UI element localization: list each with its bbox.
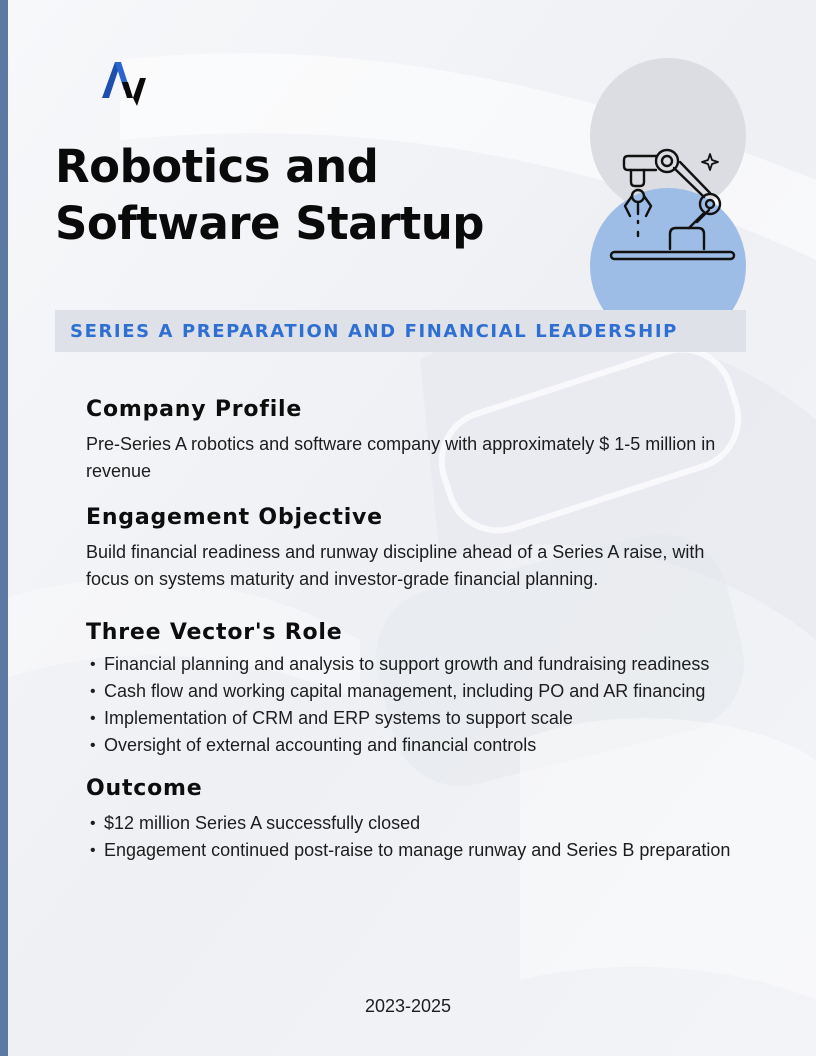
section-banner	[55, 310, 746, 352]
banner-text: SERIES A PREPARATION AND FINANCIAL LEADERSHIP	[70, 320, 678, 342]
outcome-section	[86, 773, 746, 864]
three-vector-logo-icon	[100, 60, 148, 108]
list-item: • $12 million Series A successfully closed	[86, 810, 746, 837]
role-heading: Three Vector's Role	[86, 620, 343, 645]
page-title	[55, 138, 484, 252]
engagement-objective-section	[86, 502, 746, 593]
role-section	[86, 617, 746, 759]
list-item: • Implementation of CRM and ERP systems to support scale	[86, 705, 746, 732]
company-profile-section	[86, 394, 746, 485]
left-accent-bar	[0, 0, 8, 1056]
list-item: • Engagement continued post-raise to manage runway and Series B preparation	[86, 837, 746, 864]
robotic-arm-icon	[588, 56, 750, 312]
list-item: • Oversight of external accounting and financial controls	[86, 732, 746, 759]
title-line-1: Robotics and	[55, 140, 379, 193]
main-content	[86, 394, 746, 864]
list-item: • Financial planning and analysis to support growth and fundraising readiness	[86, 651, 746, 678]
company-profile-text: Pre-Series A robotics and software company with approximately $ 1-5 million in revenue	[86, 434, 716, 481]
title-line-2: Software Startup	[55, 197, 484, 250]
role-list	[86, 651, 746, 759]
company-profile-heading: Company Profile	[86, 397, 303, 422]
outcome-list	[86, 810, 746, 864]
outcome-heading: Outcome	[86, 776, 203, 801]
engagement-objective-heading: Engagement Objective	[86, 505, 383, 530]
engagement-objective-text: Build financial readiness and runway discipline ahead of a Series A raise, with focus on systems maturity and investor-grade financial planning.	[86, 542, 705, 589]
engagement-years: 2023-2025	[364, 996, 452, 1016]
list-item: • Cash flow and working capital management, including PO and AR financing	[86, 678, 746, 705]
